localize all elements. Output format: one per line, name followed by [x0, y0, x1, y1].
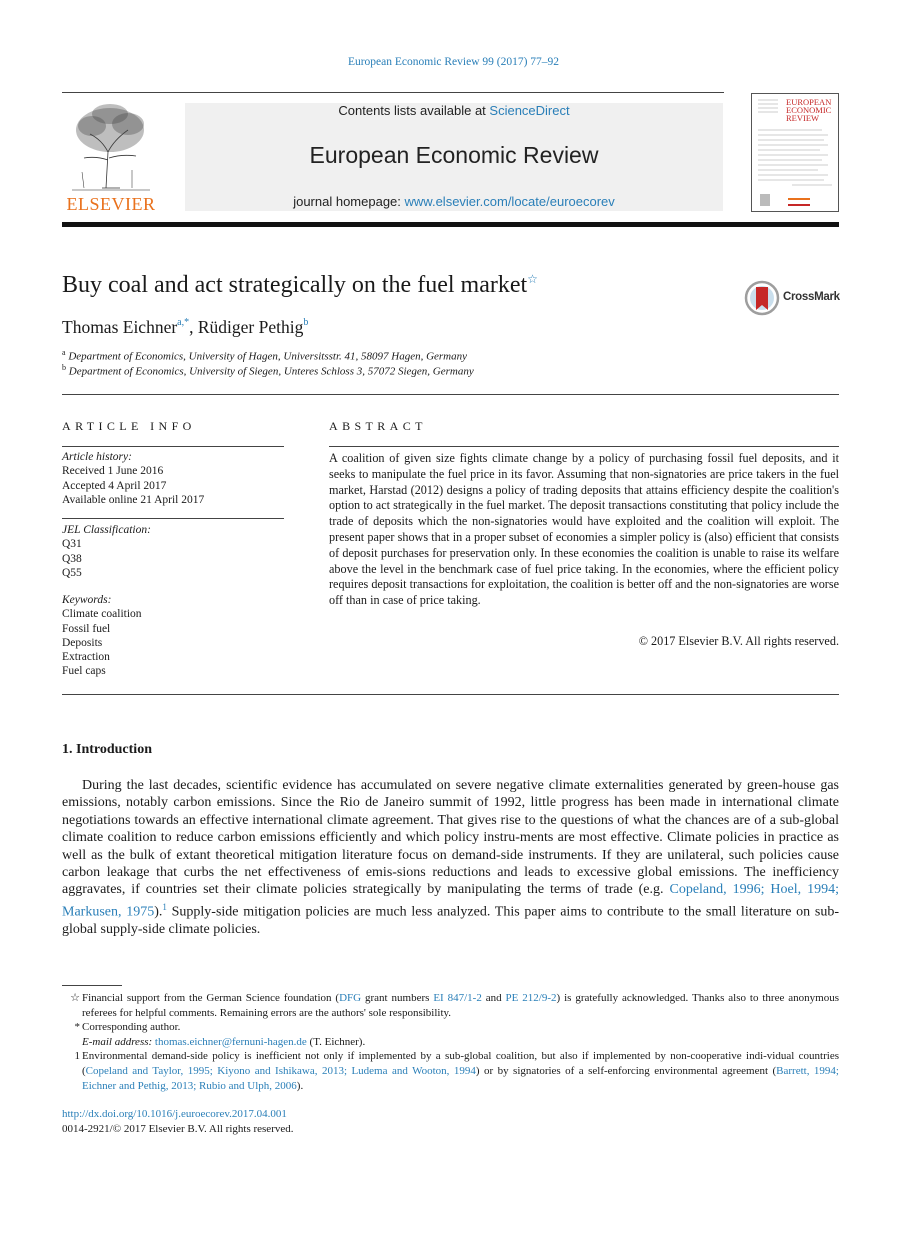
crossmark-icon — [744, 280, 780, 316]
keywords-label: Keywords: — [62, 594, 112, 606]
affiliation-text: Department of Economics, University of Siegen, Unteres Schloss 3, 57072 Siegen, Germany — [68, 365, 474, 378]
citation-link[interactable]: Copeland, 1996; Hoel, 1994; Markusen, 1975 — [62, 882, 839, 920]
footnote-text: grant numbers — [361, 992, 434, 1004]
header-thick-rule — [62, 222, 839, 227]
homepage-prefix: journal homepage: — [293, 194, 405, 209]
intro-text: Supply-side mitigation policies are much less analyzed. This paper aims to contribute to the small literature on sub-global supply-side climate policies. — [62, 904, 839, 937]
cover-contents-lines-icon — [752, 94, 840, 213]
jel-code: Q31 — [62, 538, 82, 551]
cover-title-line-3: REVIEW — [786, 113, 820, 123]
cover-title-line-1: EUROPEAN — [786, 97, 832, 107]
sciencedirect-link[interactable]: ScienceDirect — [489, 103, 570, 118]
grant-link[interactable]: PE 212/9-2 — [505, 992, 557, 1004]
author-name[interactable]: Thomas Eichner — [62, 317, 178, 337]
jel-classification — [62, 523, 284, 580]
grant-link[interactable]: EI 847/1-2 — [433, 992, 482, 1004]
jel-label: JEL Classification: — [62, 524, 151, 536]
footnote-text: and — [481, 992, 506, 1004]
footnote-ref[interactable]: 1 — [162, 901, 167, 912]
section-heading-introduction: 1. Introduction — [62, 742, 152, 757]
keyword: Fossil fuel — [62, 622, 111, 635]
footnote-text: (T. Eichner). — [306, 1035, 366, 1048]
keyword: Climate coalition — [62, 608, 142, 621]
affiliation-mark: a — [62, 348, 66, 357]
affiliation-b — [62, 363, 474, 378]
footnote-mark: ☆ — [70, 992, 80, 1004]
history-item: Accepted 4 April 2017 — [62, 479, 167, 492]
footnote-email — [62, 1035, 839, 1050]
footnote-text: ) or by signatories of a self-enforcing environmental agreement ( — [475, 1064, 777, 1077]
jel-code: Q38 — [62, 552, 82, 565]
affiliation-mark: b — [62, 363, 66, 372]
article-info-heading: ARTICLE INFO — [62, 419, 196, 433]
footnote-corresponding — [62, 1020, 839, 1035]
crossmark-label[interactable]: CrossMark — [783, 291, 840, 303]
journal-cover-thumbnail[interactable] — [751, 93, 839, 212]
journal-homepage-link[interactable]: www.elsevier.com/locate/euroecorev — [404, 194, 615, 209]
footnote-text: ). — [296, 1079, 304, 1092]
contents-prefix: Contents lists available at — [338, 103, 490, 118]
journal-name: European Economic Review — [309, 142, 599, 168]
info-rule — [62, 518, 284, 519]
author-name[interactable]: Rüdiger Pethig — [197, 317, 304, 337]
journal-citation[interactable]: European Economic Review 99 (2017) 77–92 — [347, 56, 560, 68]
header-top-rule — [62, 92, 724, 93]
footnote-text: ) is gratefully acknowledged. Thanks also to three anonymous referees for helpful comments. Remaining errors are the authors' sole responsibility. — [82, 992, 839, 1019]
history-label: Article history: — [62, 451, 132, 463]
issn-line: 0014-2921/© 2017 Elsevier B.V. All rights reserved. — [62, 1123, 294, 1135]
intro-text: ). — [154, 904, 163, 920]
contents-line — [185, 103, 723, 118]
article-history — [62, 450, 284, 507]
author-affiliation-marks[interactable]: b — [303, 317, 309, 328]
email-label: E-mail address: — [82, 1035, 155, 1048]
history-item: Received 1 June 2016 — [62, 465, 164, 478]
abstract-bottom-rule — [62, 694, 839, 695]
jel-code: Q55 — [62, 566, 82, 579]
footnote-text: Corresponding author. — [82, 1021, 181, 1034]
title-footnote-mark[interactable]: ☆ — [527, 272, 538, 286]
publisher-name: ELSEVIER — [66, 194, 156, 214]
keyword: Deposits — [62, 636, 103, 649]
footnote-funding — [62, 991, 839, 1020]
info-rule — [62, 446, 284, 447]
history-item: Available online 21 April 2017 — [62, 493, 205, 506]
footnote-text: Financial support from the German Science foundation ( — [82, 992, 340, 1004]
author-affiliation-marks[interactable]: a,* — [177, 317, 190, 328]
article-title — [62, 272, 538, 299]
author-list — [62, 317, 308, 338]
abstract-rule — [329, 446, 839, 447]
homepage-line — [185, 194, 723, 209]
citation-link[interactable]: Copeland and Taylor, 1995; Kiyono and Ishikawa, 2013; Ludema and Wooton, 1994 — [85, 1064, 476, 1077]
author-separator: , — [189, 317, 198, 337]
footnote-mark: * — [74, 1021, 80, 1034]
keyword: Fuel caps — [62, 665, 106, 678]
affiliation-a — [62, 348, 467, 363]
footnotes — [62, 991, 839, 1093]
footnote-1 — [62, 1049, 839, 1093]
article-title-text: Buy coal and act strategically on the fuel market — [62, 272, 528, 298]
footnote-text: Environmental demand-side policy is inefficient not only if implemented by a sub-global coalition, but also if implemented by non-cooperative indi-vidual countries ( — [82, 1050, 839, 1077]
introduction-paragraph — [62, 777, 839, 938]
keywords — [62, 593, 284, 679]
footnote-mark: 1 — [74, 1050, 80, 1063]
abstract-heading: ABSTRACT — [329, 419, 427, 433]
keyword: Extraction — [62, 651, 110, 664]
doi-link[interactable]: http://dx.doi.org/10.1016/j.euroecorev.2017.04.001 — [62, 1108, 287, 1120]
email-link[interactable]: thomas.eichner@fernuni-hagen.de — [154, 1035, 307, 1048]
intro-text: During the last decades, scientific evidence has accumulated on severe negative climate externalities generated by green-house gas emissions, notably carbon emissions. Since the Rio de Janeiro summit of 1992, little progress has been made in international climate negotiations towards an effective international climate agreement. That gives rise to the questions of what the chances are of a sub-global climate coalition to reduce carbon emissions efficiently and which policy instru-ments are most effective. Climate policies in practice as well as the bulk of extant theoretical mitigation literature focus on demand-side instruments. If they are unilateral, such policies cause carbon leakage that curbs the net effectiveness of emis-sions reductions and leads to excessive global emissions. The inefficiency aggravates, if countries set their climate policies strategically by manipulating the terms of trade (e.g. — [62, 778, 839, 898]
citation-link[interactable]: Barrett, 1994; Eichner and Pethig, 2013; Rubio and Ulph, 2006 — [82, 1064, 839, 1092]
funder-link[interactable]: DFG — [339, 992, 362, 1004]
abstract-text: A coalition of given size fights climate change by a policy of purchasing fossil fuel deposits, and it seeks to manipulate the fuel price in its favor. Assuming that non-signatories are price takers in the fuel market, Harstad (2012) designs a policy of trading deposits that attains efficiency despite the coalition's option to act strategically in the fuel market. The deposit transactions constituting that policy include the trade of deposits which the non-signatories would have exploited and the coalition will exploit. The present paper shows that in a proper subset of economies a simpler policy is (also) efficient that consists of deposit purchases for preservation only. In these economies the coalition is unable to raise its welfare above the level in the benchmark case of fuel price taking. In the economies, where the efficient policy requires deposit transactions for exploitation, the coalition is better off and the non-signatories are worse off than in case of price taking. — [329, 451, 839, 608]
footnote-rule — [62, 985, 122, 986]
affiliation-text: Department of Economics, University of Hagen, Universitsstr. 41, 58097 Hagen, Germany — [68, 350, 468, 363]
cover-title-line-2: ECONOMIC — [786, 105, 832, 115]
abstract-copyright: © 2017 Elsevier B.V. All rights reserved. — [638, 634, 839, 648]
title-bottom-rule — [62, 394, 839, 395]
